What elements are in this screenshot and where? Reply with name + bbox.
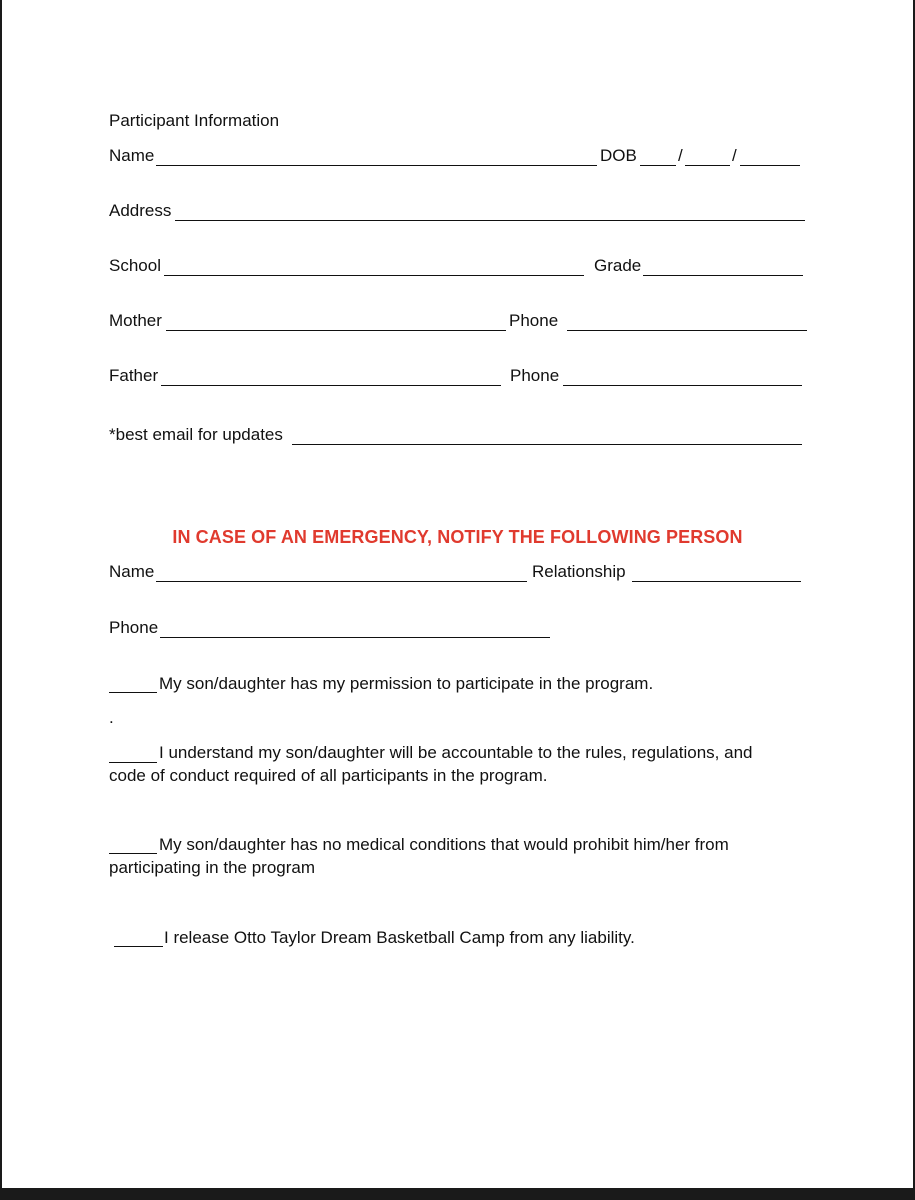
mother-field[interactable] [109, 311, 507, 333]
grade-label: Grade [594, 256, 642, 275]
emergency-name-field[interactable] [109, 562, 528, 584]
emergency-phone-line[interactable] [160, 637, 550, 638]
release-initial-line[interactable] [114, 946, 163, 947]
emergency-phone-field[interactable] [109, 618, 551, 640]
relationship-label: Relationship [532, 562, 626, 581]
emergency-phone-label: Phone [109, 618, 159, 637]
email-line[interactable] [292, 444, 802, 445]
rules-initial-line[interactable] [109, 762, 157, 763]
grade-line[interactable] [643, 275, 803, 276]
dob-day-line[interactable] [685, 165, 730, 166]
mother-phone-field[interactable] [509, 311, 808, 333]
participant-name-field[interactable] [109, 146, 599, 168]
rules-text: I understand my son/daughter will be accountable to the rules, regulations, and [159, 743, 753, 762]
rules-text-cont: code of conduct required of all participants in the program. [109, 766, 548, 785]
dob-separator: / [678, 146, 683, 165]
address-line[interactable] [175, 220, 805, 221]
dob-month-line[interactable] [640, 165, 676, 166]
father-line[interactable] [161, 385, 501, 386]
mother-phone-line[interactable] [567, 330, 807, 331]
mother-phone-label: Phone [509, 311, 559, 330]
father-phone-line[interactable] [563, 385, 802, 386]
relationship-field[interactable] [532, 562, 802, 584]
dob-separator: / [732, 146, 737, 165]
page-border-bottom [0, 1188, 915, 1200]
emergency-heading: IN CASE OF AN EMERGENCY, NOTIFY THE FOLLOWING PERSON [172, 527, 743, 547]
dob-label: DOB [600, 146, 637, 165]
stray-dot: . [109, 708, 114, 727]
email-label: *best email for updates [109, 425, 283, 444]
medical-text-cont: participating in the program [109, 858, 316, 877]
father-label: Father [109, 366, 159, 385]
release-text: I release Otto Taylor Dream Basketball Camp from any liability. [164, 928, 635, 947]
permission-initial-line[interactable] [109, 692, 157, 693]
school-line[interactable] [164, 275, 584, 276]
page-border-left [0, 0, 2, 1188]
medical-initial-line[interactable] [109, 853, 157, 854]
address-field[interactable] [109, 201, 805, 223]
participant-name-line[interactable] [156, 165, 597, 166]
grade-field[interactable] [594, 256, 804, 278]
relationship-line[interactable] [632, 581, 801, 582]
school-field[interactable] [109, 256, 585, 278]
emergency-name-label: Name [109, 562, 155, 581]
emergency-name-line[interactable] [156, 581, 527, 582]
father-field[interactable] [109, 366, 502, 388]
mother-label: Mother [109, 311, 162, 330]
medical-text: My son/daughter has no medical conditions that would prohibit him/her from [159, 835, 729, 854]
father-phone-label: Phone [510, 366, 560, 385]
mother-line[interactable] [166, 330, 506, 331]
participant-name-label: Name [109, 146, 155, 165]
dob-year-line[interactable] [740, 165, 800, 166]
address-label: Address [109, 201, 172, 220]
dob-field[interactable] [600, 146, 802, 168]
permission-text: My son/daughter has my permission to participate in the program. [159, 674, 654, 693]
school-label: School [109, 256, 161, 275]
email-field[interactable] [109, 425, 803, 447]
section-title: Participant Information [109, 111, 280, 130]
father-phone-field[interactable] [510, 366, 803, 388]
